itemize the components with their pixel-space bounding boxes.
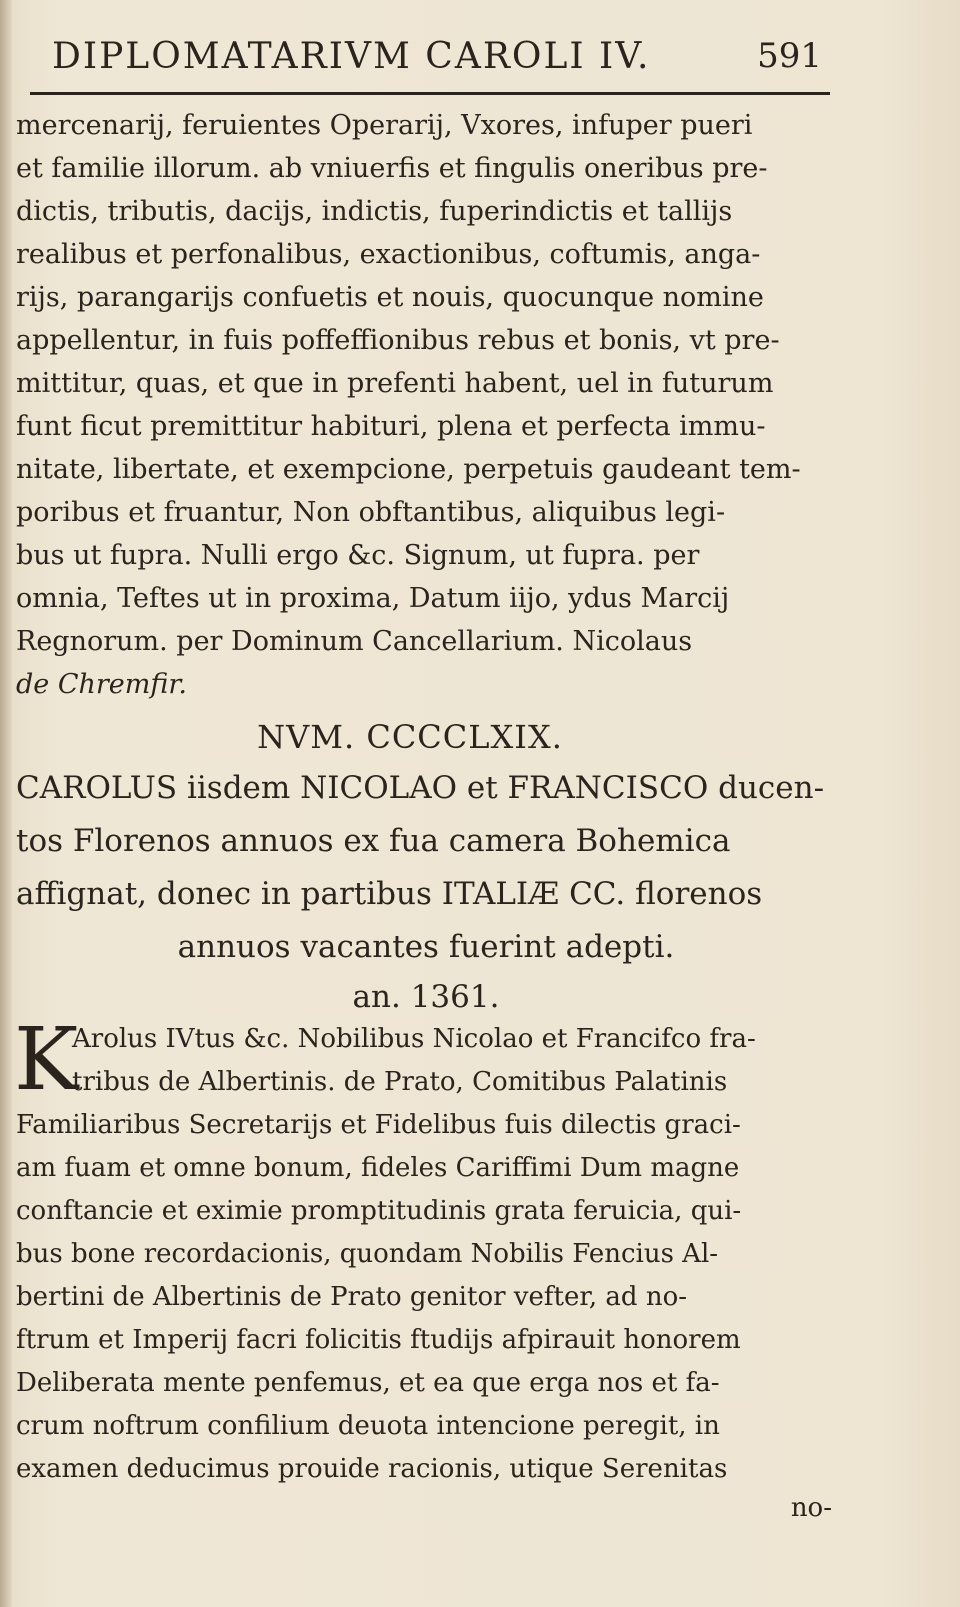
text-line: bus ut fupra. Nulli ergo &c. Signum, ut fupra. per — [16, 540, 700, 571]
text-line: appellentur, in fuis poffeffionibus rebus et bonis, vt pre- — [16, 325, 780, 356]
text-line: am fuam et omne bonum, fideles Cariffimi Dum magne — [16, 1153, 740, 1183]
document-number-heading: NVM. CCCCLXIX. — [257, 718, 563, 756]
text-line: Deliberata mente penfemus, et ea que erga nos et fa- — [16, 1368, 720, 1398]
summary-line: CAROLUS iisdem NICOLAO et FRANCISCO ducen- — [16, 770, 825, 806]
page-number: 591 — [757, 36, 822, 76]
document-summary — [16, 762, 836, 1020]
text-line: realibus et perfonalibus, exactionibus, coftumis, anga- — [16, 239, 761, 270]
text-line: omnia, Teftes ut in proxima, Datum iijo, ydus Marcij — [16, 583, 730, 614]
text-line: tribus de Albertinis. de Prato, Comitibus Palatinis — [72, 1067, 728, 1097]
text-line: Regnorum. per Dominum Cancellarium. Nicolaus — [16, 626, 693, 657]
page-header — [52, 36, 822, 82]
summary-line: annuos vacantes fuerint adepti. — [177, 929, 675, 965]
text-line: mercenarij, feruientes Operarij, Vxores, infuper pueri — [16, 110, 753, 141]
text-line: mittitur, quas, et que in prefenti habent, uel in futurum — [16, 368, 774, 399]
text-line: funt ficut premittitur habituri, plena et perfecta immu- — [16, 411, 766, 442]
running-title: DIPLOMATARIVM CAROLI IV. — [52, 36, 651, 77]
text-line: examen deducimus prouide racionis, utique Serenitas — [16, 1454, 728, 1484]
text-line: crum noftrum confilium deuota intencione peregit, in — [16, 1411, 720, 1441]
document-body — [14, 1010, 836, 1491]
catchword: no- — [790, 1493, 832, 1523]
text-line: et familie illorum. ab vniuerfis et fingulis oneribus pre- — [16, 153, 768, 184]
summary-line: tos Florenos annuos ex fua camera Bohemica — [16, 823, 731, 859]
document-year: an. 1361. — [352, 979, 500, 1015]
text-line: de Chremfir. — [16, 669, 187, 700]
text-line: Arolus IVtus &c. Nobilibus Nicolao et Francifco fra- — [72, 1024, 756, 1054]
text-line: conftancie et eximie promptitudinis grata feruicia, qui- — [16, 1196, 742, 1226]
drop-cap-initial: K — [14, 1010, 79, 1110]
text-line: poribus et fruantur, Non obftantibus, aliquibus legi- — [16, 497, 726, 528]
text-line: bertini de Albertinis de Prato genitor vefter, ad no- — [16, 1282, 688, 1312]
text-line: bus bone recordacionis, quondam Nobilis Fencius Al- — [16, 1239, 719, 1269]
text-line: Familiaribus Secretarijs et Fidelibus fuis dilectis graci- — [16, 1110, 741, 1140]
page-gutter — [0, 0, 12, 1607]
continuation-text — [16, 104, 836, 706]
header-rule — [30, 92, 830, 95]
summary-line: affignat, donec in partibus ITALIÆ CC. florenos — [16, 876, 763, 912]
text-line: rijs, parangarijs confuetis et nouis, quocunque nomine — [16, 282, 764, 313]
text-line: nitate, libertate, et exempcione, perpetuis gaudeant tem- — [16, 454, 801, 485]
text-line: ftrum et Imperij facri folicitis ftudijs afpirauit honorem — [16, 1325, 741, 1355]
text-line: dictis, tributis, dacijs, indictis, fuperindictis et tallijs — [16, 196, 733, 227]
